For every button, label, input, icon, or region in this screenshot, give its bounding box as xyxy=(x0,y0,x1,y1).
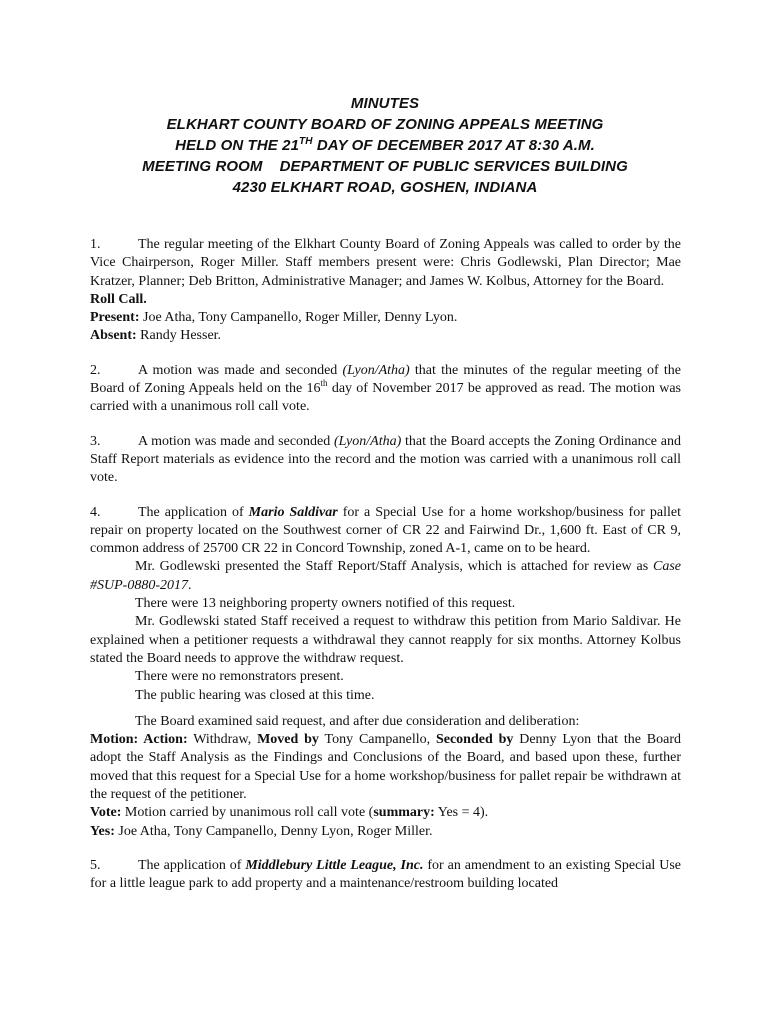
remonstrators-line: There were no remonstrators present. xyxy=(135,669,344,685)
item-4-decision xyxy=(90,713,681,841)
minutes-header xyxy=(0,93,770,198)
examined-line: The Board examined said request, and after due consideration and deliberation: xyxy=(135,713,580,729)
absent-line: Absent: Randy Hesser. xyxy=(90,328,222,344)
movers: (Lyon/Atha) xyxy=(334,433,402,449)
item-number: 3. xyxy=(90,433,101,449)
header-address: 4230 ELKHART ROAD, GOSHEN, INDIANA xyxy=(232,179,538,196)
item-number: 5. xyxy=(90,857,101,873)
vote-line: Vote: Motion carried by unanimous roll call vote (summary: Yes = 4). xyxy=(90,805,489,821)
item-1-text: The regular meeting of the Elkhart County Board of Zoning Appeals was called to order by the Vice Chairperson, Roger Miller. Staff members present were: Chris Godlewski, Plan Director; Mae Kratzer, Planner; Deb Britton, Administrative Manager; and James W. Kolbus, Attorney for the Board. xyxy=(90,237,681,289)
case-number: Case #SUP-0880-2017 xyxy=(90,559,681,593)
yes-line: Yes: Joe Atha, Tony Campanello, Denny Lyon, Roger Miller. xyxy=(90,823,433,839)
header-date: HELD ON THE 21TH DAY OF DECEMBER 2017 AT 8:30 A.M. xyxy=(175,136,595,154)
applicant-name: Middlebury Little League, Inc. xyxy=(245,857,424,873)
motion-line: Motion: Action: Withdraw, Moved by Tony Campanello, Seconded by Denny Lyon that the Board adopt the Staff Analysis as the Findings and Conclusions of the Board, and based upon these, further moved that this request for a Special Use for a home workshop/business for pallet repair be withdrawn at the request of the petitioner. xyxy=(90,732,682,803)
applicant-name: Mario Saldivar xyxy=(248,504,338,520)
item-5: 5. The application of Middlebury Little League, Inc. for an amendment to an existing Special Use for a little league park to add property and a maintenance/restroom building located xyxy=(90,857,681,892)
present-line: Present: Joe Atha, Tony Campanello, Roger Miller, Denny Lyon. xyxy=(90,310,458,326)
roll-call-heading: Roll Call. xyxy=(90,291,147,307)
item-2: 2. A motion was made and seconded (Lyon/Atha) that the minutes of the regular meeting of the Board of Zoning Appeals held on the 16th day of November 2017 be approved as read. The motion was carried with a unanimous roll call vote. xyxy=(90,362,682,415)
minutes-body xyxy=(90,236,681,910)
header-location: MEETING ROOM DEPARTMENT OF PUBLIC SERVICES BUILDING xyxy=(142,158,628,175)
staff-report-line: Mr. Godlewski presented the Staff Report/Staff Analysis, which is attached for review as Case #SUP-0880-2017. xyxy=(90,559,681,593)
item-3: 3. A motion was made and seconded (Lyon/Atha) that the Board accepts the Zoning Ordinance and Staff Report materials as evidence into the record and the motion was carried with a unanimous roll call vote. xyxy=(90,433,681,486)
withdraw-line: Mr. Godlewski stated Staff received a request to withdraw this petition from Mario Saldivar. He explained when a petitioner requests a withdrawal they cannot reapply for six months. Attorney Kolbus stated the Board needs to approve the withdraw request. xyxy=(90,614,681,666)
header-title: MINUTES xyxy=(350,95,420,112)
item-number: 4. xyxy=(90,504,101,520)
item-number: 1. xyxy=(90,237,101,252)
header-board-name: ELKHART COUNTY BOARD OF ZONING APPEALS MEETING xyxy=(166,116,604,133)
movers: (Lyon/Atha) xyxy=(342,362,410,378)
item-1 xyxy=(90,236,681,346)
item-4: 4. The application of Mario Saldivar for a Special Use for a home workshop/business for pallet repair on property located on the Southwest corner of CR 22 and Fairwind Dr., 1,600 ft. East of CR 9, common address of 25700 CR 22 in Concord Township, zoned A-1, came on to be heard. Mr. Godlewski presented the Staff Report/Staff Analysis, which is attached for review as Case #SUP-0880-2017. There were 13 neighboring property owners notified of this request. Mr. Godlewski stated Staff received a request to withdraw this petition from Mario Saldivar. He explained when a petitioner requests a withdrawal they cannot reapply for six months. Attorney Kolbus stated the Board needs to approve the withdraw request. There were no remonstrators present. The public hearing was closed at this time. xyxy=(90,504,681,705)
item-number: 2. xyxy=(90,362,101,378)
notified-line: There were 13 neighboring property owners notified of this request. xyxy=(135,596,516,612)
hearing-closed-line: The public hearing was closed at this time. xyxy=(135,687,375,703)
